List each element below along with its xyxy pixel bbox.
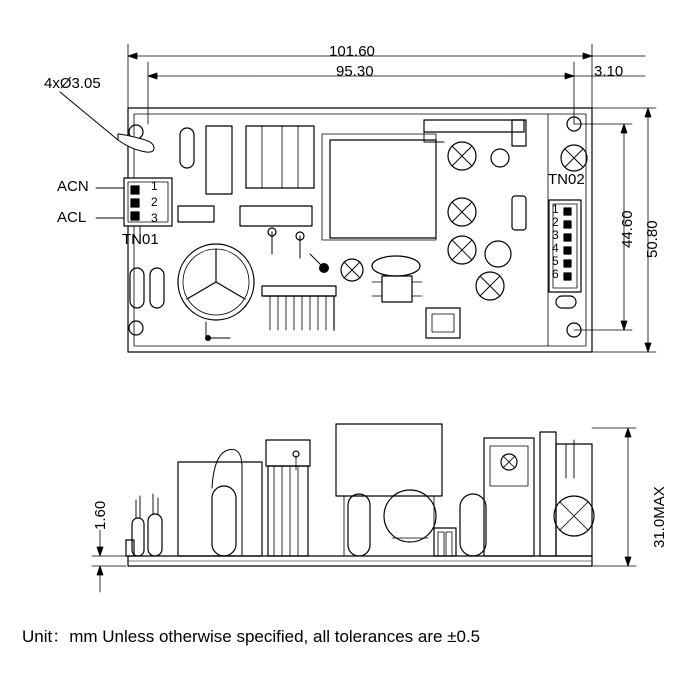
dim-pcb-thickness: 1.60 [92,500,109,530]
dim-overall-width: 50.80 [644,220,661,258]
tn02-pin-3: 3 [552,228,559,242]
tn02-pin-6: 6 [552,267,559,281]
dimension-lines-top [128,44,645,124]
hole-callout-label: 4xØ3.05 [44,75,101,92]
tn02-pin-1: 1 [552,202,559,216]
dim-overall-length: 101.60 [329,43,375,60]
dim-max-height: 31.0MAX [651,486,668,548]
signal-label-acl: ACL [57,209,87,226]
tn02-pin-2: 2 [552,215,559,229]
tn02-pin-4: 4 [552,241,559,255]
mounting-holes [129,117,581,337]
connector-label-tn02: TN02 [548,171,585,188]
side-view [92,424,636,592]
tn02-pin-5: 5 [552,254,559,268]
dim-mounting-width: 44.60 [619,210,636,248]
tn01-pin-1: 1 [151,179,158,193]
connector-tn01 [96,178,172,234]
tn01-pin-2: 2 [151,195,158,209]
hole-callout-leader [60,92,154,152]
dim-edge-offset: 3.10 [594,63,624,80]
connector-label-tn01: TN01 [122,231,159,248]
units-note: Unit：mm Unless otherwise specified, all tolerances are ±0.5 [22,627,481,646]
top-view-components [130,120,587,341]
signal-label-acn: ACN [57,178,89,195]
dim-mounting-length: 95.30 [336,63,374,80]
tn01-pin-3: 3 [151,211,158,225]
